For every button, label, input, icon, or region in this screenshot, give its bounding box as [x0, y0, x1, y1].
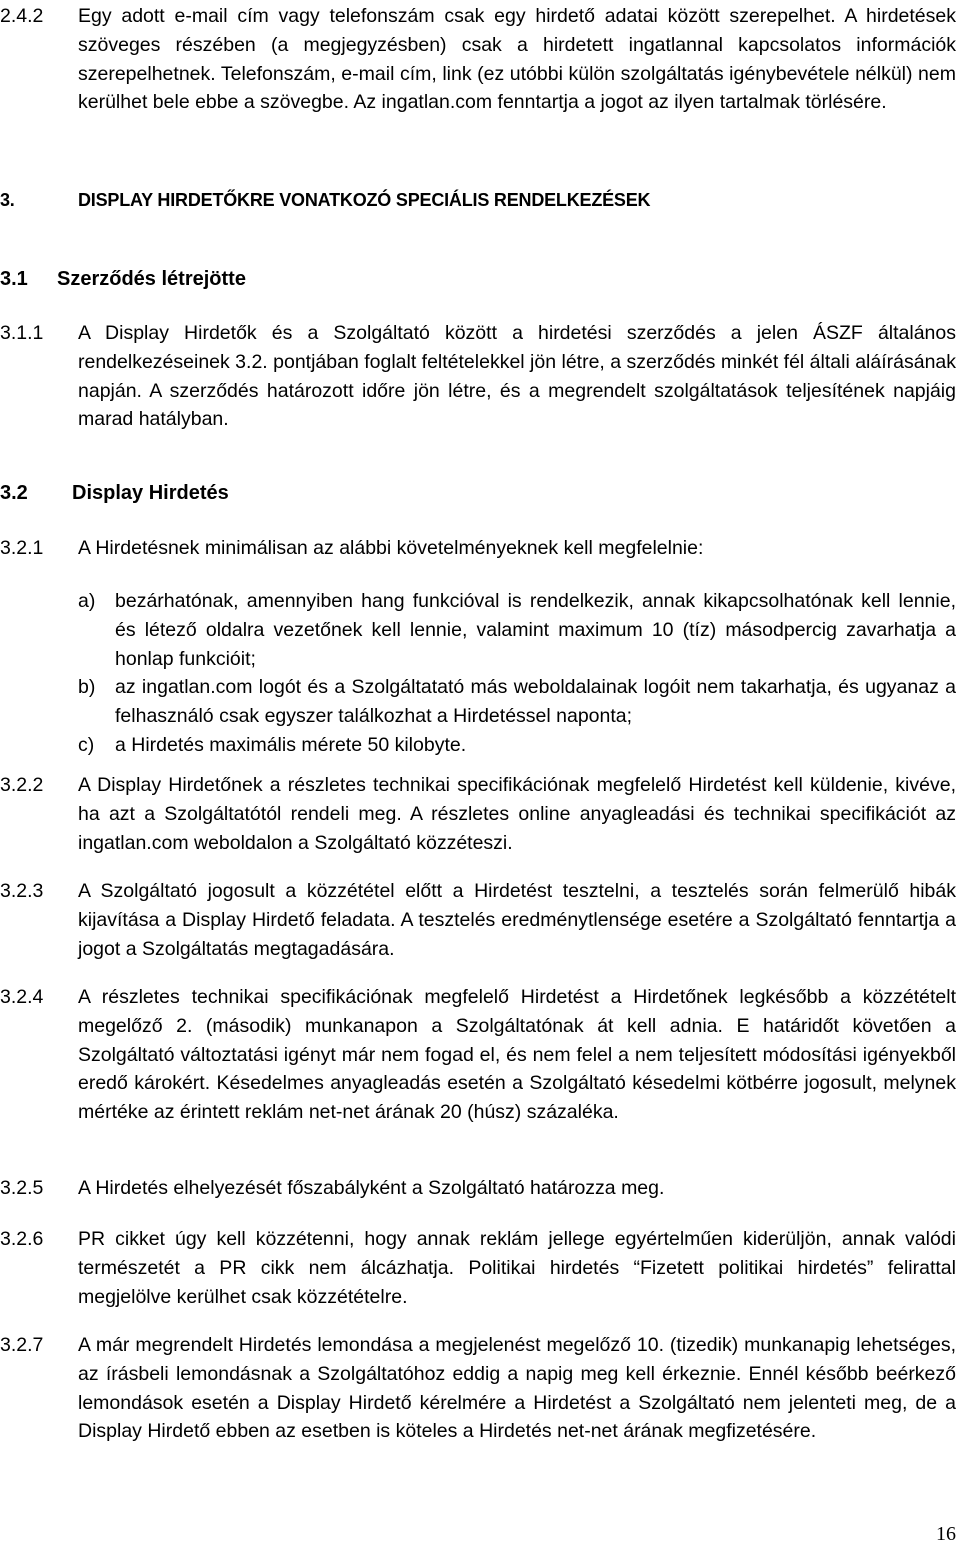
- list-item-label: c): [78, 733, 95, 756]
- paragraph-number: 3.2.7: [0, 1334, 44, 1356]
- paragraph-3-2-3: [0, 877, 956, 963]
- paragraph-number: 2.4.2: [0, 5, 44, 27]
- subsection-number: 3.2: [0, 482, 28, 504]
- paragraph-3-2-2: [0, 771, 956, 857]
- list-item-label: a): [78, 590, 96, 612]
- paragraph-text: A Szolgáltató jogosult a közzététel előtt a Hirdetést tesztelni, a tesztelés során felmerülő hibák kijavítása a Display Hirdető feladata. A tesztelés eredménytlensége esetére a Szolgáltató fenntartja a jogot a Szolgáltatás megtagadására.: [78, 880, 956, 960]
- paragraph-text: A részletes technikai specifikációnak megfelelő Hirdetést a Hirdetőnek legkésőbb a közzétételt megelőző 2. (második) munkanapon a Szolgáltatónak át kell adnia. E határidőt követően a Szolgáltató változtatási igényt már nem fogad el, és nem felel a nem teljesített módosítási igényekből eredő károkért. Késedelmes anyagleadás esetén a Szolgáltató késedelmi kötbérre jogosult, melynek mértéke az érintett reklám net-net árának 20 (húsz) százaléka.: [78, 986, 956, 1124]
- section-title: DISPLAY HIRDETŐKRE VONATKOZÓ SPECIÁLIS RENDELKEZÉSEK: [78, 190, 651, 210]
- paragraph-number: 3.2.2: [0, 774, 44, 796]
- subsection-title: Szerződés létrejötte: [57, 268, 246, 290]
- paragraph-number: 3.2.6: [0, 1228, 44, 1250]
- paragraph-3-2-1: [0, 534, 956, 563]
- paragraph-text: Egy adott e-mail cím vagy telefonszám csak egy hirdető adatai között szerepelhet. A hirdetések szöveges részében (a megjegyzésben) csak a hirdetett ingatlannal kapcsolatos információk szerepelhetnek. Telefonszám, e-mail cím, link (ez utóbbi külön szolgáltatás igénybevétele nélkül) nem kerülhet bele ebbe a szövegbe. Az ingatlan.com fenntartja a jogot az ilyen tartalmak törlésére.: [78, 5, 956, 114]
- subsection-3-2-heading: [0, 479, 956, 508]
- paragraph-2-4-2: [0, 2, 956, 117]
- list-item: [78, 587, 956, 673]
- paragraph-number: 3.2.5: [0, 1177, 44, 1199]
- paragraph-number: 3.2.4: [0, 986, 44, 1008]
- list-item: [78, 731, 956, 760]
- paragraph-number: 3.2.1: [0, 537, 44, 559]
- list-item: [78, 673, 956, 731]
- paragraph-text: A már megrendelt Hirdetés lemondása a megjelenést megelőző 10. (tizedik) munkanapig lehetséges, az írásbeli lemondásnak a Szolgáltatóhoz eddig a napig meg kell érkeznie. Ennél később beérkező lemondások esetén a Display Hirdető kérelmére a Hirdetést a Szolgáltató nem jelenteti meg, de a Display Hirdető ebben az esetben is köteles a Hirdetés net-net árának megfizetésére.: [78, 1334, 956, 1443]
- section-number: 3.: [0, 190, 15, 210]
- paragraph-3-2-4: [0, 983, 956, 1127]
- section-3-heading: [0, 186, 956, 215]
- list-item-text: a Hirdetés maximális mérete 50 kilobyte.: [115, 733, 467, 756]
- paragraph-number: 3.1.1: [0, 322, 44, 344]
- subsection-title: Display Hirdetés: [72, 482, 229, 504]
- paragraph-text: A Display Hirdetőnek a részletes technikai specifikációnak megfelelő Hirdetést kell küldenie, kivéve, ha azt a Szolgáltatótól rendeli meg. A részletes online anyagleadási és technikai specifikációt az ingatlan.com weboldalon a Szolgáltató közzéteszi.: [78, 774, 956, 854]
- list-item-text: az ingatlan.com logót és a Szolgáltatató más weboldalainak logóit nem takarhatja, és ugyanaz a felhasználó csak egyszer találkozhat a Hirdetéssel naponta;: [115, 676, 956, 728]
- paragraph-text: A Hirdetésnek minimálisan az alábbi követelményeknek kell megfelelnie:: [78, 537, 704, 559]
- requirements-list: [78, 587, 956, 760]
- list-item-label: b): [78, 676, 96, 699]
- page-number: 16: [936, 1523, 956, 1545]
- paragraph-text: A Display Hirdetők és a Szolgáltató között a hirdetési szerződés a jelen ÁSZF általános rendelkezéseinek 3.2. pontjában foglalt feltételekkel jön létre, a szerződés minkét fél általi aláírásának napján. A szerződés határozott időre jön létre, és a megrendelt szolgáltatások teljesítének napjáig marad hatályban.: [78, 322, 957, 431]
- paragraph-3-2-6: [0, 1225, 956, 1311]
- paragraph-3-2-7: [0, 1331, 956, 1446]
- list-item-text: bezárhatónak, amennyiben hang funkcióval is rendelkezik, annak kikapcsolhatónak kell lennie, és létező oldalra vezetőnek kell lennie, valamint maximum 10 (tíz) másodpercig zavarhatja a honlap funkcióit;: [115, 590, 956, 670]
- subsection-3-1-heading: [0, 265, 956, 294]
- paragraph-text: A Hirdetés elhelyezését főszabályként a Szolgáltató határozza meg.: [78, 1177, 665, 1199]
- paragraph-number: 3.2.3: [0, 880, 44, 902]
- paragraph-3-2-5: [0, 1174, 956, 1203]
- paragraph-text: PR cikket úgy kell közzétenni, hogy annak reklám jellege egyértelműen kiderüljön, annak valódi természetét a PR cikk nem álcázhatja. Politikai hirdetés “Fizetett politikai hirdetés” felirattal megjelölve kerülhet csak közzétételre.: [78, 1228, 956, 1308]
- subsection-number: 3.1: [0, 268, 28, 290]
- paragraph-3-1-1: [0, 319, 956, 434]
